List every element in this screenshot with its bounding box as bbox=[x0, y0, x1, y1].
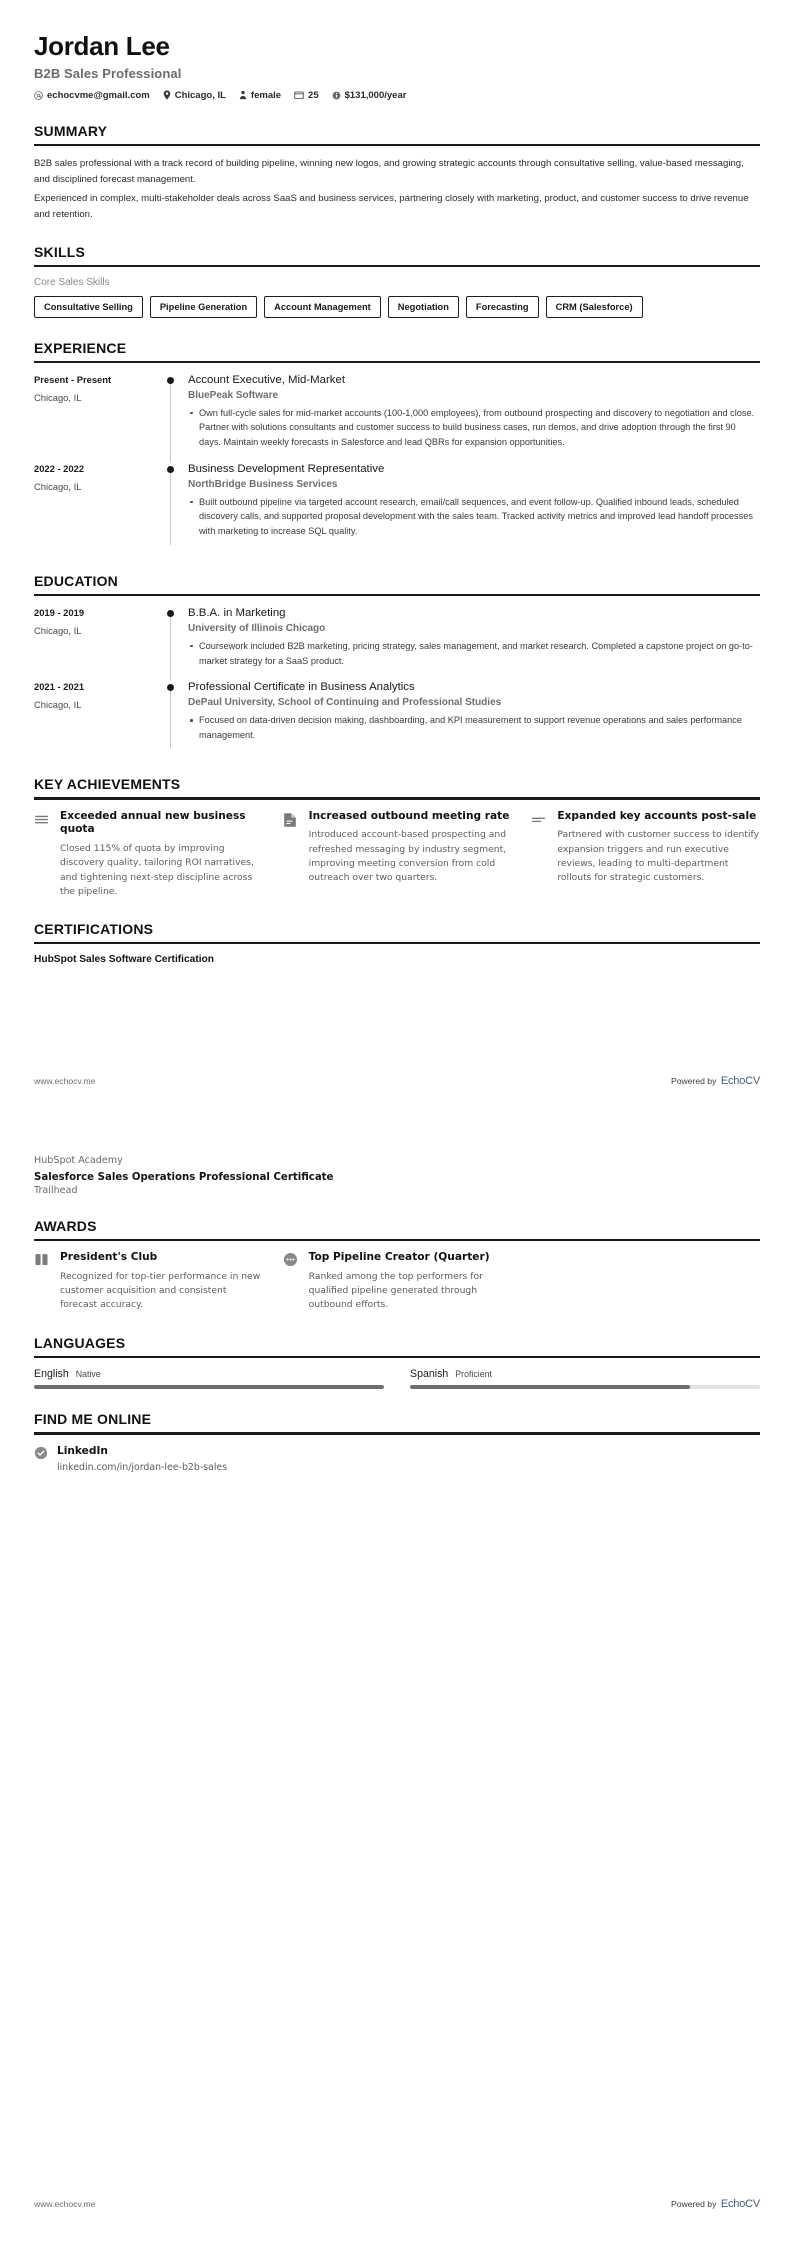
experience-entry bbox=[34, 373, 760, 462]
language-name: English bbox=[34, 1367, 69, 1380]
award-list bbox=[34, 1251, 760, 1313]
person-icon bbox=[239, 90, 247, 100]
book-icon bbox=[34, 1251, 51, 1267]
award-description: Ranked among the top performers for qualified pipeline generated through outbound efforts. bbox=[308, 1270, 483, 1311]
certification-name: HubSpot Sales Software Certification bbox=[34, 954, 215, 966]
experience-bullets bbox=[188, 406, 760, 450]
page-footer bbox=[34, 1071, 760, 1089]
page-footer bbox=[34, 2194, 760, 2212]
achievement-description: Partnered with customer success to identify expansion triggers and run executive reviews, leading to multi-department rollouts for strategic customers. bbox=[557, 829, 760, 884]
education-degree: B.B.A. in Marketing bbox=[188, 606, 286, 619]
section-languages bbox=[34, 1335, 760, 1390]
contact-age[interactable] bbox=[294, 90, 319, 101]
section-experience bbox=[34, 340, 760, 551]
experience-bullet: Built outbound pipeline via targeted account research, email/call sequences, and event follow-up. Qualified inbound leads, scheduled discovery calls, and supported proposal development with the sales team. Tracked activity metrics and improved lead handoff processes with marketing to increase SQL quality. bbox=[188, 495, 760, 539]
experience-role: Business Development Representative bbox=[188, 462, 385, 475]
language-proficiency-bar bbox=[34, 1385, 384, 1390]
education-dates: 2021 - 2021 bbox=[34, 681, 85, 693]
contact-age-value: 25 bbox=[308, 89, 319, 101]
section-find-me-online-heading: FIND ME ONLINE bbox=[34, 1411, 152, 1428]
language-proficiency-bar bbox=[410, 1385, 760, 1390]
achievement-title: Increased outbound meeting rate bbox=[308, 809, 510, 822]
award-title: President's Club bbox=[60, 1251, 158, 1264]
contact-salary[interactable] bbox=[332, 90, 407, 101]
skill-tag-list bbox=[34, 296, 760, 317]
education-meta bbox=[34, 606, 162, 680]
footer-url[interactable]: www.echocv.me bbox=[34, 1076, 96, 1086]
experience-location: Chicago, IL bbox=[34, 480, 82, 492]
online-profile-url[interactable]: linkedin.com/in/jordan-lee-b2b-sales bbox=[57, 1461, 228, 1473]
experience-role: Account Executive, Mid-Market bbox=[188, 373, 345, 386]
document-icon bbox=[283, 810, 300, 828]
contact-location[interactable] bbox=[163, 90, 226, 101]
timeline-rail bbox=[162, 462, 180, 551]
education-meta bbox=[34, 680, 162, 754]
footer-powered-label: Powered by bbox=[671, 1076, 717, 1086]
timeline-dot-icon bbox=[167, 377, 174, 384]
timeline-dot-icon bbox=[167, 466, 174, 473]
ellipsis-circle-icon bbox=[283, 1251, 300, 1267]
award-spacer bbox=[531, 1251, 760, 1313]
contact-salary-value: $131,000/year bbox=[344, 89, 407, 101]
online-profile-label: LinkedIn bbox=[57, 1444, 108, 1457]
contact-email-value: echocvme@gmail.com bbox=[47, 89, 150, 101]
contact-list bbox=[34, 90, 760, 101]
page-title: Jordan Lee bbox=[34, 31, 170, 61]
section-find-me-online bbox=[34, 1411, 760, 1472]
achievement-list bbox=[34, 810, 760, 900]
education-entry bbox=[34, 680, 760, 754]
section-languages-heading: LANGUAGES bbox=[34, 1334, 126, 1351]
footer-url[interactable]: www.echocv.me bbox=[34, 2199, 96, 2209]
education-bullets bbox=[188, 639, 760, 668]
certification-item bbox=[34, 1155, 760, 1166]
contact-gender-value: female bbox=[250, 89, 282, 101]
education-institution: University of Illinois Chicago bbox=[188, 622, 326, 634]
education-institution: DePaul University, School of Continuing and Professional Studies bbox=[188, 697, 502, 709]
resume-page-2 bbox=[0, 1123, 794, 2246]
language-level: Native bbox=[75, 1368, 101, 1379]
experience-bullet: Own full-cycle sales for mid-market accounts (100-1,000 employees), from outbound prospecting and discovery to negotiation and close. Partner with solutions consultants and customer success to build business cases, run demos, and drive adoption through the first 90 days. Maintain weekly forecasts in Salesforce and lead QBRs for expansion opportunities. bbox=[188, 406, 760, 450]
experience-location: Chicago, IL bbox=[34, 391, 82, 403]
timeline-rail bbox=[162, 606, 180, 680]
section-awards bbox=[34, 1218, 760, 1313]
summary-paragraph: Experienced in complex, multi-stakeholder deals across SaaS and business services, partnering closely with marketing, product, and customer success to drive revenue and retention. bbox=[34, 193, 749, 220]
experience-bullets bbox=[188, 495, 760, 539]
equals-lines-icon bbox=[531, 810, 548, 827]
contact-location-value: Chicago, IL bbox=[174, 89, 226, 101]
calendar-icon bbox=[294, 90, 304, 100]
footer-powered-label: Powered by bbox=[671, 2199, 717, 2209]
summary-paragraph: B2B sales professional with a track record of building pipeline, winning new logos, and growing strategic accounts through consultative selling, value-based messaging, and disciplined forecast management. bbox=[34, 158, 744, 185]
language-name: Spanish bbox=[410, 1367, 449, 1380]
achievement-description: Closed 115% of quota by improving discovery quality, tailoring ROI narratives, and tightening next-step discipline across the pipeline. bbox=[60, 843, 254, 897]
timeline-rail bbox=[162, 680, 180, 754]
section-education bbox=[34, 573, 760, 755]
award-item bbox=[34, 1251, 263, 1313]
contact-gender[interactable] bbox=[239, 90, 281, 101]
footer-powered-by bbox=[671, 2194, 760, 2212]
skill-group-label: Core Sales Skills bbox=[34, 277, 110, 289]
skill-tag: Consultative Selling bbox=[34, 296, 143, 317]
education-bullet: Coursework included B2B marketing, pricing strategy, sales management, and market research. Completed a capstone project on go-to-market strategy for a SaaS product. bbox=[188, 639, 760, 668]
section-skills bbox=[34, 244, 760, 317]
education-dates: 2019 - 2019 bbox=[34, 606, 85, 618]
section-skills-heading: SKILLS bbox=[34, 244, 85, 261]
section-certifications-heading: CERTIFICATIONS bbox=[34, 921, 154, 938]
certification-issuer: HubSpot Academy bbox=[34, 1155, 123, 1166]
timeline-dot-icon bbox=[167, 684, 174, 691]
section-key-achievements bbox=[34, 776, 760, 899]
language-proficiency-fill bbox=[34, 1385, 384, 1390]
contact-email[interactable] bbox=[34, 90, 150, 101]
professional-title: B2B Sales Professional bbox=[34, 65, 182, 81]
section-education-heading: EDUCATION bbox=[34, 572, 118, 589]
footer-brand: EchoCV bbox=[720, 2198, 760, 2210]
section-summary-heading: SUMMARY bbox=[34, 122, 108, 139]
achievement-item bbox=[283, 810, 512, 900]
achievement-title: Exceeded annual new business quota bbox=[60, 809, 246, 836]
skill-tag: Pipeline Generation bbox=[150, 296, 257, 317]
info-circle-icon bbox=[332, 91, 341, 100]
experience-organization: BluePeak Software bbox=[188, 389, 279, 401]
skill-tag: Account Management bbox=[264, 296, 381, 317]
lines-icon bbox=[34, 810, 51, 827]
certification-item bbox=[34, 1172, 760, 1196]
language-item bbox=[34, 1368, 384, 1390]
experience-organization: NorthBridge Business Services bbox=[188, 478, 338, 490]
language-proficiency-fill bbox=[410, 1385, 690, 1390]
achievement-title: Expanded key accounts post-sale bbox=[557, 809, 757, 822]
education-location: Chicago, IL bbox=[34, 699, 82, 711]
experience-dates: 2022 - 2022 bbox=[34, 462, 85, 474]
education-bullets bbox=[188, 713, 760, 742]
footer-brand: EchoCV bbox=[720, 1075, 760, 1087]
resume-header bbox=[34, 0, 760, 101]
award-title: Top Pipeline Creator (Quarter) bbox=[308, 1251, 490, 1264]
timeline-dot-icon bbox=[167, 610, 174, 617]
section-awards-heading: AWARDS bbox=[34, 1218, 97, 1234]
skill-tag: Forecasting bbox=[466, 296, 539, 317]
education-entry bbox=[34, 606, 760, 680]
certification-item bbox=[34, 954, 760, 965]
certification-name: Salesforce Sales Operations Professional Certificate bbox=[34, 1172, 334, 1183]
location-pin-icon bbox=[163, 90, 171, 100]
achievement-item bbox=[34, 810, 263, 900]
timeline-rail bbox=[162, 373, 180, 462]
experience-entry bbox=[34, 462, 760, 551]
check-circle-icon bbox=[34, 1445, 48, 1460]
skill-tag: Negotiation bbox=[388, 296, 459, 317]
education-bullet: Focused on data-driven decision making, dashboarding, and KPI measurement to support revenue operations and sales performance management. bbox=[188, 713, 760, 742]
section-key-achievements-heading: KEY ACHIEVEMENTS bbox=[34, 776, 181, 793]
language-level: Proficient bbox=[455, 1368, 492, 1379]
email-icon bbox=[34, 91, 43, 100]
experience-meta bbox=[34, 373, 162, 462]
experience-meta bbox=[34, 462, 162, 551]
online-profile-item[interactable] bbox=[34, 1445, 760, 1473]
experience-dates: Present - Present bbox=[34, 373, 112, 385]
education-degree: Professional Certificate in Business Analytics bbox=[188, 681, 415, 694]
section-summary bbox=[34, 123, 760, 222]
language-item bbox=[410, 1368, 760, 1390]
skill-tag: CRM (Salesforce) bbox=[546, 296, 643, 317]
award-item bbox=[283, 1251, 512, 1313]
certification-issuer: Trailhead bbox=[34, 1185, 78, 1196]
award-description: Recognized for top-tier performance in new customer acquisition and consistent forecast accuracy. bbox=[60, 1270, 261, 1311]
education-location: Chicago, IL bbox=[34, 624, 82, 636]
language-list bbox=[34, 1368, 760, 1390]
certifications-continued bbox=[34, 1155, 760, 1196]
section-certifications bbox=[34, 921, 760, 965]
footer-powered-by bbox=[671, 1071, 760, 1089]
achievement-item bbox=[531, 810, 760, 900]
section-experience-heading: EXPERIENCE bbox=[34, 339, 127, 356]
achievement-description: Introduced account-based prospecting and refreshed messaging by industry segment, improving meeting conversion from cold outreach over two quarters. bbox=[308, 829, 507, 884]
